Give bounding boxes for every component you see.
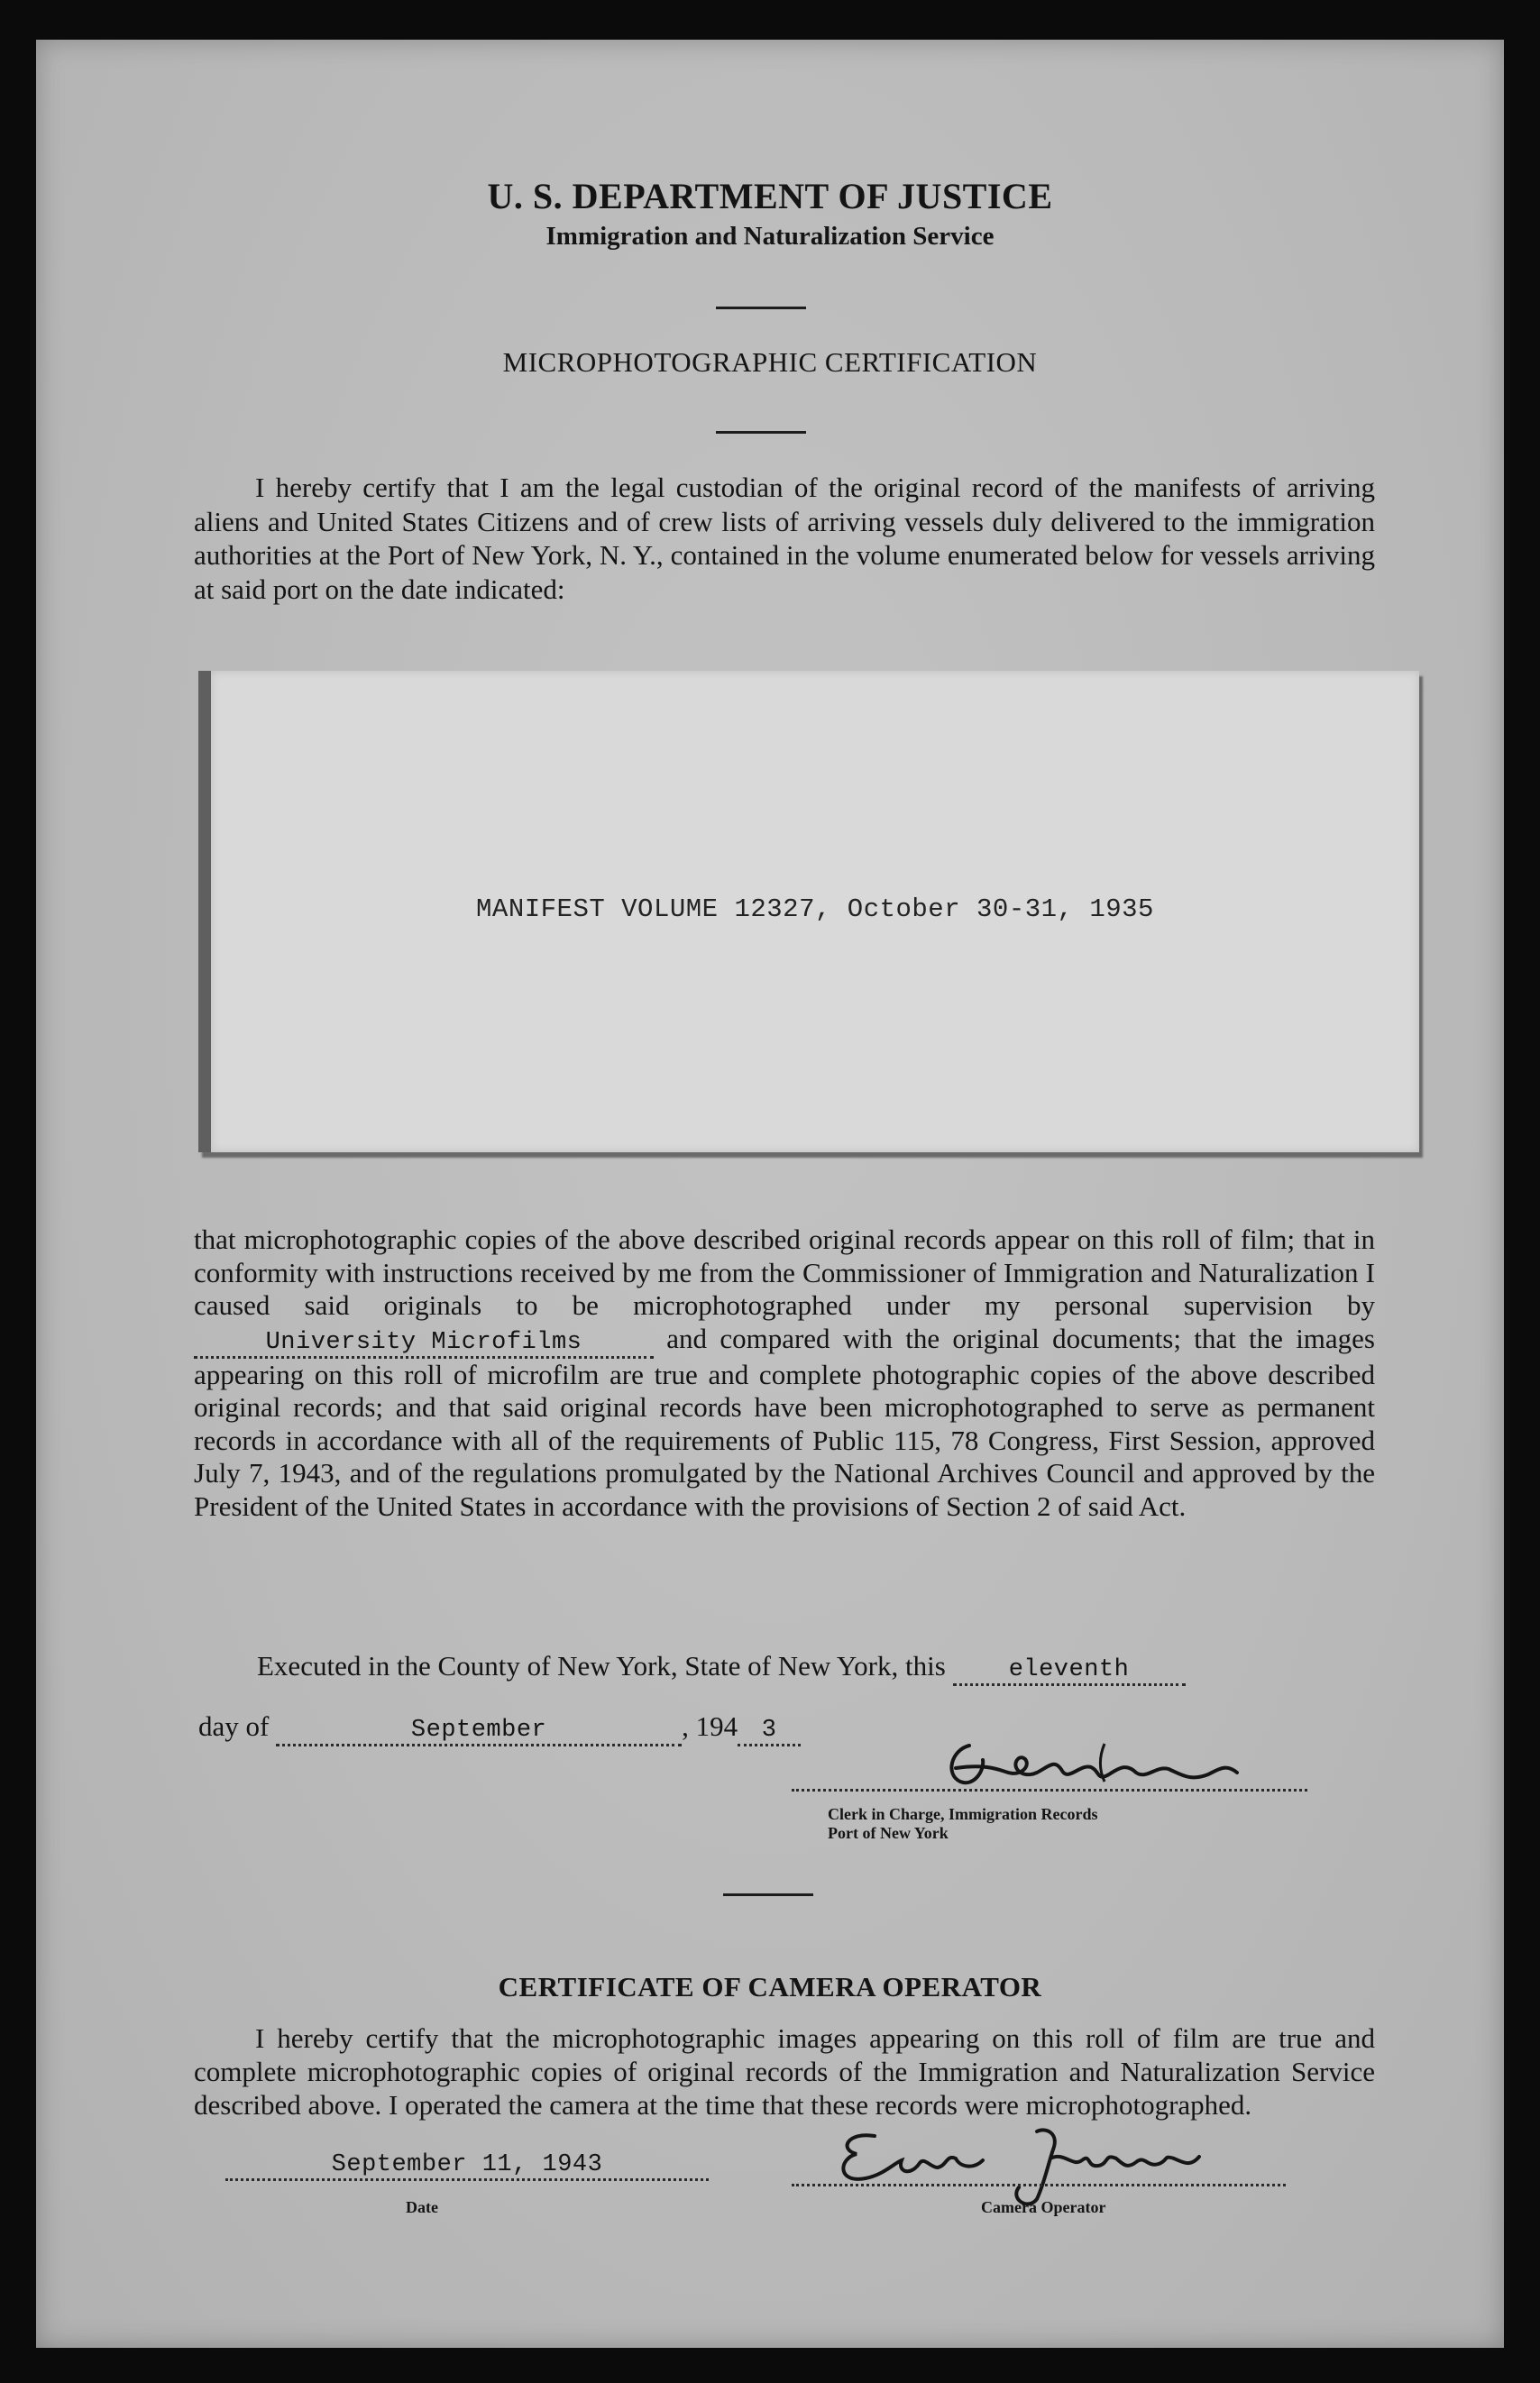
camera-date: September 11, 1943 xyxy=(331,2151,603,2178)
microfilmer-name: University Microfilms xyxy=(265,1328,582,1356)
clerk-title xyxy=(828,1805,1097,1843)
certificate-page xyxy=(36,40,1504,2348)
year-field xyxy=(738,1717,801,1746)
year-prefix: , 194 xyxy=(682,1710,738,1742)
date-label: Date xyxy=(406,2198,438,2216)
day-of-line xyxy=(198,1710,801,1746)
executed-month-field xyxy=(276,1717,682,1746)
executed-month: September xyxy=(410,1717,547,1744)
divider-rule xyxy=(716,431,806,434)
certification-body xyxy=(194,1224,1375,1523)
certification-title: MICROPHOTOGRAPHIC CERTIFICATION xyxy=(502,346,1038,378)
camera-operator-statement: I hereby certify that the microphotographic images appearing on this roll of film are true and complete microphotographic copies of original records of the Immigration and Naturalization Service described above. I operated the camera at the time that these records were microphotographed. xyxy=(194,2022,1375,2121)
department-heading: U. S. DEPARTMENT OF JUSTICE xyxy=(487,176,1053,216)
body-text-part1: that microphotographic copies of the above described original records appear on this roll of film; that in conformity with instructions received by me from the Commissioner of Immigration and Naturalization I caused said originals to be microphotographed under my personal supervision by xyxy=(194,1224,1375,1321)
microfilmer-field xyxy=(194,1329,654,1359)
custodian-statement: I hereby certify that I am the legal custodian of the original record of the manifests of arriving aliens and United States Citizens and of crew lists of arriving vessels duly delivered to the immigration authorities at the Port of New York, N. Y., contained in the volume enumerated below for vessels arriving at said port on the date indicated: xyxy=(194,472,1375,605)
executed-line xyxy=(257,1650,1186,1686)
manifest-volume-text: MANIFEST VOLUME 12327, October 30-31, 1935 xyxy=(476,894,1154,924)
clerk-title-line2: Port of New York xyxy=(828,1824,949,1842)
camera-date-field xyxy=(225,2151,709,2181)
camera-operator-heading: CERTIFICATE OF CAMERA OPERATOR xyxy=(498,1971,1042,2003)
body-text-part2: and compared with the original documents; that the images appearing on this roll of microfilm are true and complete photographic copies of the above described original records; and that said original records have been microphotographed to serve as permanent records in accordance with all of the requirements of Public 115, 78 Congress, First Session, approved July 7, 1943, and of the regulations promulgated by the National Archives Council and approved by the President of the United States in accordance with the provisions of Section 2 of said Act. xyxy=(194,1322,1375,1522)
operator-signature-line xyxy=(792,2184,1286,2186)
executed-day-field xyxy=(953,1656,1186,1686)
clerk-title-line1: Clerk in Charge, Immigration Records xyxy=(828,1805,1098,1823)
clerk-signature-line xyxy=(792,1789,1307,1792)
executed-day: eleventh xyxy=(1008,1656,1130,1683)
day-of-prefix: day of xyxy=(198,1710,270,1742)
service-subheading: Immigration and Naturalization Service xyxy=(545,222,995,251)
divider-rule xyxy=(723,1893,813,1896)
camera-operator-label: Camera Operator xyxy=(981,2198,1106,2216)
year-suffix: 3 xyxy=(761,1717,777,1744)
executed-prefix: Executed in the County of New York, State of New York, this xyxy=(257,1650,946,1682)
volume-slip xyxy=(198,671,1419,1152)
divider-rule xyxy=(716,307,806,309)
